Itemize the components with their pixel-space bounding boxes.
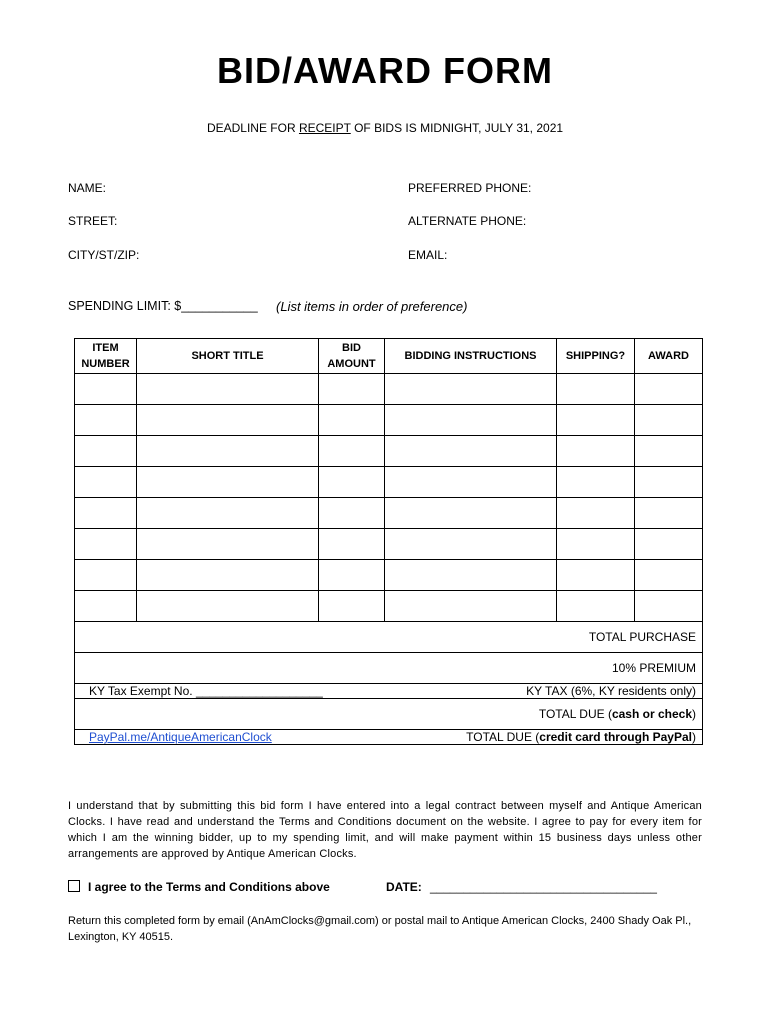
short-title-cell[interactable]: [137, 560, 319, 591]
total-due-cash-prefix: TOTAL DUE (: [538, 707, 612, 721]
tax-row: [75, 684, 703, 699]
bidding-instructions-cell[interactable]: [385, 498, 557, 529]
shipping-cell[interactable]: [557, 436, 635, 467]
bid-amount-cell[interactable]: [319, 529, 385, 560]
shipping-cell[interactable]: [557, 591, 635, 622]
city-field[interactable]: CITY/ST/ZIP:: [68, 248, 140, 262]
table-row: [75, 374, 703, 405]
short-title-cell[interactable]: [137, 467, 319, 498]
shipping-cell[interactable]: [557, 374, 635, 405]
short-title-cell[interactable]: [137, 529, 319, 560]
header-bidding-instructions: BIDDING INSTRUCTIONS: [385, 339, 557, 374]
short-title-cell[interactable]: [137, 405, 319, 436]
bid-amount-cell[interactable]: [319, 436, 385, 467]
header-item-number: ITEM NUMBER: [75, 339, 137, 374]
total-due-cash-label: [75, 699, 703, 730]
shipping-cell[interactable]: [557, 529, 635, 560]
bidding-instructions-cell[interactable]: [385, 560, 557, 591]
shipping-cell[interactable]: [557, 467, 635, 498]
email-field[interactable]: EMAIL:: [408, 248, 448, 262]
agree-checkbox[interactable]: [68, 880, 80, 892]
bid-amount-cell[interactable]: [319, 591, 385, 622]
spending-limit-field[interactable]: SPENDING LIMIT: $___________: [68, 299, 258, 313]
item-rows: [75, 374, 703, 622]
total-purchase-label: TOTAL PURCHASE: [75, 622, 703, 653]
award-cell[interactable]: [635, 529, 703, 560]
award-cell[interactable]: [635, 405, 703, 436]
item-number-cell[interactable]: [75, 405, 137, 436]
total-purchase-row: [75, 622, 703, 653]
paypal-link[interactable]: PayPal.me/AntiqueAmericanClock: [89, 730, 272, 744]
deadline-prefix: DEADLINE FOR: [206, 121, 299, 135]
short-title-cell[interactable]: [137, 498, 319, 529]
item-number-cell[interactable]: [75, 529, 137, 560]
item-number-cell[interactable]: [75, 498, 137, 529]
bidding-instructions-cell[interactable]: [385, 529, 557, 560]
short-title-cell[interactable]: [137, 591, 319, 622]
table-row: [75, 467, 703, 498]
header-award: AWARD: [635, 339, 703, 374]
bidding-instructions-cell[interactable]: [385, 374, 557, 405]
short-title-cell[interactable]: [137, 374, 319, 405]
bidding-instructions-cell[interactable]: [385, 467, 557, 498]
short-title-cell[interactable]: [137, 436, 319, 467]
name-field[interactable]: NAME:: [68, 181, 107, 195]
agreement-paragraph: I understand that by submitting this bid form I have entered into a legal contract between myself and Antique American Clocks. I have read and understand the Terms and Conditions document on the website. I agree to pay for every item for which I am the winning bidder, up to my spending limit, and will make payment within 15 business days unless other arrangements are approved by Antique American Clocks.: [68, 800, 702, 860]
agree-label: I agree to the Terms and Conditions above: [88, 880, 330, 894]
header-shipping: SHIPPING?: [557, 339, 635, 374]
paypal-cell: [75, 730, 385, 745]
item-number-cell[interactable]: [75, 560, 137, 591]
header-short-title: SHORT TITLE: [137, 339, 319, 374]
shipping-cell[interactable]: [557, 560, 635, 591]
bid-amount-cell[interactable]: [319, 374, 385, 405]
table-row: [75, 405, 703, 436]
agree-terms: [68, 880, 330, 894]
total-due-card-method: credit card through PayPal: [539, 730, 692, 744]
list-note: (List items in order of preference): [276, 299, 468, 314]
bid-amount-cell[interactable]: [319, 405, 385, 436]
total-due-card-row: [75, 730, 703, 745]
tax-exempt-field[interactable]: KY Tax Exempt No. ___________________: [75, 684, 385, 699]
award-cell[interactable]: [635, 436, 703, 467]
award-cell[interactable]: [635, 591, 703, 622]
total-due-cash-method: cash or check: [611, 707, 692, 721]
bid-amount-cell[interactable]: [319, 498, 385, 529]
preferred-phone-field[interactable]: PREFERRED PHONE:: [408, 181, 532, 195]
item-number-cell[interactable]: [75, 374, 137, 405]
item-number-cell[interactable]: [75, 436, 137, 467]
ky-tax-label: KY TAX (6%, KY residents only): [385, 684, 703, 699]
award-cell[interactable]: [635, 560, 703, 591]
date-field[interactable]: __________________________________: [430, 880, 657, 894]
total-due-cash-suffix: ): [692, 707, 696, 721]
shipping-cell[interactable]: [557, 405, 635, 436]
item-number-cell[interactable]: [75, 467, 137, 498]
award-cell[interactable]: [635, 498, 703, 529]
total-due-card-prefix: TOTAL DUE (: [466, 730, 540, 744]
premium-row: [75, 653, 703, 684]
return-note: Return this completed form by email (AnAmClocks@gmail.com) or postal mail to Antique American Clocks, 2400 Shady Oak Pl., Lexington, KY 40515.: [68, 915, 692, 943]
header-bid-amount: BID AMOUNT: [319, 339, 385, 374]
deadline-underlined: RECEIPT: [298, 121, 351, 135]
bidding-instructions-cell[interactable]: [385, 591, 557, 622]
table-header-row: [75, 339, 703, 374]
date-label: DATE:: [386, 880, 422, 894]
bid-table: [74, 338, 703, 745]
total-due-card-suffix: ): [692, 730, 696, 744]
deadline-notice: [0, 121, 770, 135]
shipping-cell[interactable]: [557, 498, 635, 529]
bid-amount-cell[interactable]: [319, 560, 385, 591]
table-row: [75, 436, 703, 467]
total-due-cash-row: [75, 699, 703, 730]
form-title: BID/AWARD FORM: [217, 50, 553, 91]
bidding-instructions-cell[interactable]: [385, 405, 557, 436]
bid-amount-cell[interactable]: [319, 467, 385, 498]
table-row: [75, 498, 703, 529]
award-cell[interactable]: [635, 374, 703, 405]
street-field[interactable]: STREET:: [68, 214, 118, 228]
table-row: [75, 560, 703, 591]
item-number-cell[interactable]: [75, 591, 137, 622]
total-due-card-label: [385, 730, 703, 745]
bidding-instructions-cell[interactable]: [385, 436, 557, 467]
award-cell[interactable]: [635, 467, 703, 498]
alternate-phone-field[interactable]: ALTERNATE PHONE:: [408, 214, 527, 228]
premium-label: 10% PREMIUM: [75, 653, 703, 684]
table-row: [75, 529, 703, 560]
deadline-suffix: OF BIDS IS MIDNIGHT, JULY 31, 2021: [350, 121, 564, 135]
table-row: [75, 591, 703, 622]
